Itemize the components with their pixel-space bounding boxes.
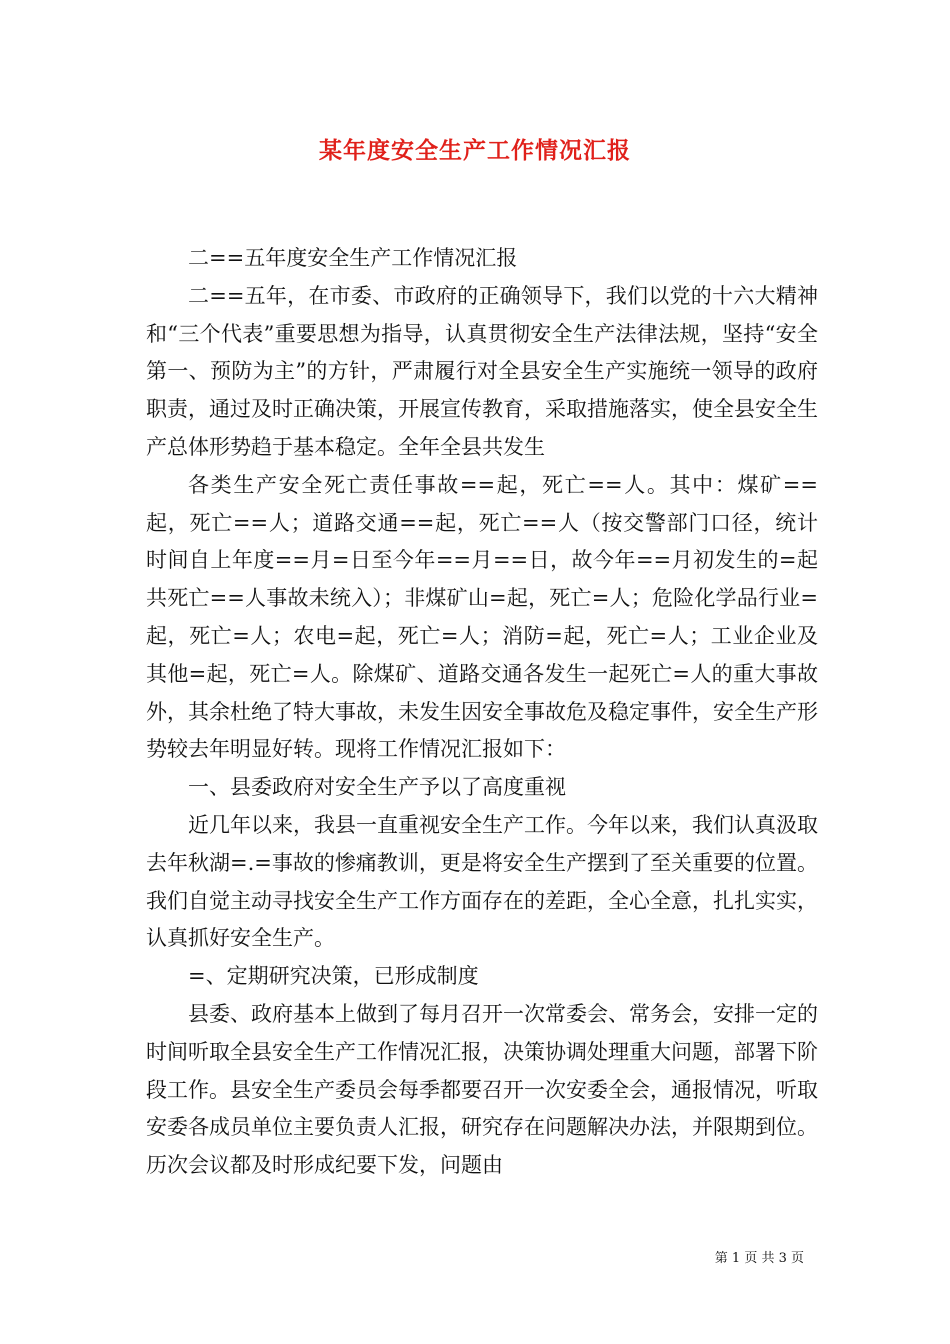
paragraph-heading: 二==五年度安全生产工作情况汇报 — [188, 246, 518, 270]
section-heading: 一、县委政府对安全生产予以了高度重视 — [188, 775, 566, 800]
page-number: 第 1 页 共 3 页 — [714, 1251, 804, 1266]
paragraph: 各类生产安全死亡责任事故==起，死亡==人。其中：煤矿==起，死亡==人；道路交通==起，死亡==人（按交警部门口径，统计时间自上年度==月=日至今年==月==日，故今年==月初发生的=起共死亡==人事故未统入）；非煤矿山=起，死亡=人；危险化学品行业=起，死亡=人；农电=起，死亡=人；消防=起，死亡=人；工业企业及其他=起，死亡=人。除煤矿、道路交通各发生一起死亡=人的重大事故外，其余杜绝了特大事故，未发生因安全事故危及稳定事件，安全生产形势较去年明显好转。现将工作情况汇报如下： — [146, 472, 818, 762]
document-body — [146, 240, 818, 1185]
paragraph: 二==五年，在市委、市政府的正确领导下，我们以党的十六大精神和“三个代表”重要思想为指导，认真贯彻安全生产法律法规，坚持“安全第一、预防为主”的方针，严肃履行对全县安全生产实施统一领导的政府职责，通过及时正确决策，开展宣传教育，采取措施落实，使全县安全生产总体形势趋于基本稳定。全年全县共发生 — [146, 283, 818, 459]
section-heading: =、定期研究决策，已形成制度 — [188, 964, 479, 989]
document-title: 某年度安全生产工作情况汇报 — [319, 138, 631, 164]
paragraph: 县委、政府基本上做到了每月召开一次常委会、常务会，安排一定的时间听取全县安全生产工作情况汇报，决策协调处理重大问题，部署下阶段工作。县安全生产委员会每季都要召开一次安委全会，通报情况，听取安委各成员单位主要负责人汇报，研究存在问题解决办法，并限期到位。历次会议都及时形成纪要下发，问题由 — [146, 1001, 818, 1178]
paragraph: 近几年以来，我县一直重视安全生产工作。今年以来，我们认真汲取去年秋湖=.=事故的惨痛教训，更是将安全生产摆到了至关重要的位置。我们自觉主动寻找安全生产工作方面存在的差距，全心全意，扎扎实实，认真抓好安全生产。 — [146, 812, 818, 951]
